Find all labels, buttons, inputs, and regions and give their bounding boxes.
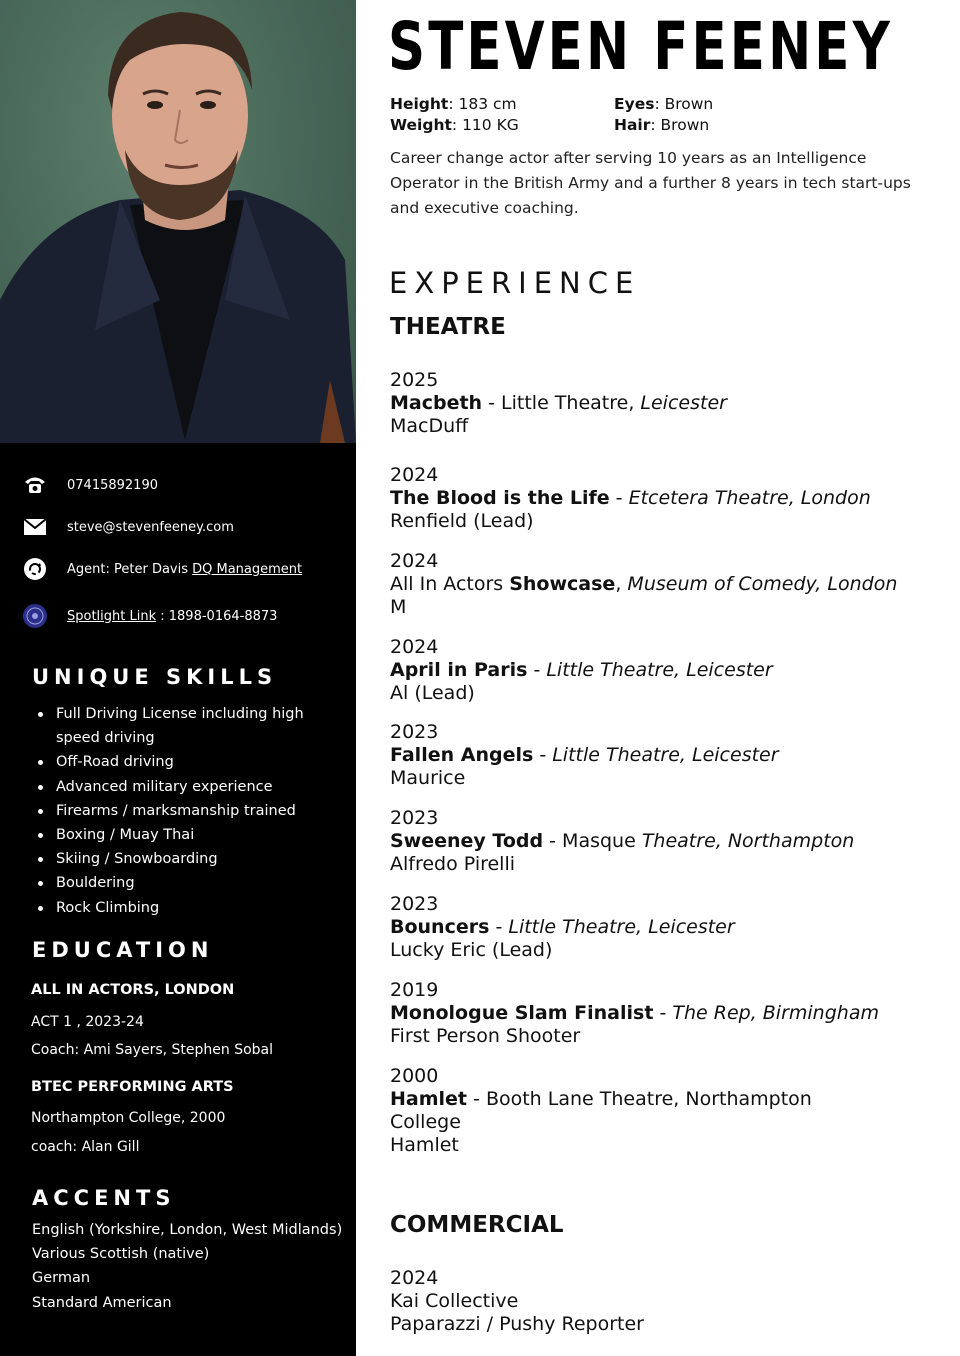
- credit-year: 2024: [390, 636, 439, 658]
- list-item: Full Driving License including high speed driving: [38, 702, 348, 750]
- contact-email: [22, 514, 234, 540]
- stat-height: [390, 95, 517, 113]
- education-school-1: ALL IN ACTORS, LONDON: [31, 982, 235, 998]
- credit-production: All In Actors Showcase, Museum of Comedy, London: [390, 573, 898, 595]
- email-address[interactable]: steve@stevenfeeney.com: [67, 519, 234, 535]
- education-title: EDUCATION: [32, 938, 214, 962]
- stat-label: Hair: [614, 116, 651, 134]
- stat-value: : 110 KG: [451, 116, 519, 134]
- credit-entry: [390, 464, 935, 533]
- credit-production: Sweeney Todd - Masque Theatre, Northampton: [390, 830, 855, 852]
- accents-title: ACCENTS: [32, 1186, 176, 1210]
- phone-number: 07415892190: [67, 477, 158, 493]
- spotlight-link[interactable]: Spotlight Link: [67, 608, 157, 624]
- experience-title: EXPERIENCE: [389, 266, 641, 300]
- stat-hair: [614, 116, 709, 134]
- education-detail: coach: Alan Gill: [31, 1139, 140, 1155]
- contact-phone: [22, 472, 158, 498]
- stat-label: Height: [390, 95, 449, 113]
- credit-entry: [390, 721, 935, 790]
- stat-eyes: [614, 95, 713, 113]
- education-detail: Coach: Ami Sayers, Stephen Sobal: [31, 1042, 274, 1058]
- stat-label: Weight: [390, 116, 452, 134]
- credit-year: 2023: [390, 721, 439, 743]
- credit-year: 2024: [390, 464, 439, 486]
- list-item: Boxing / Muay Thai: [38, 823, 348, 847]
- stat-weight: [390, 116, 519, 134]
- credit-role: Hamlet: [390, 1134, 459, 1156]
- credit-year: 2023: [390, 807, 439, 829]
- credit-entry: [390, 979, 935, 1048]
- spotlight-logo-icon: [22, 603, 48, 629]
- credit-production: Kai Collective: [390, 1290, 519, 1312]
- education-detail: ACT 1 , 2023-24: [31, 1014, 144, 1030]
- list-item: Firearms / marksmanship trained: [38, 799, 348, 823]
- education-school-2: BTEC PERFORMING ARTS: [31, 1079, 234, 1095]
- education-detail: Northampton College, 2000: [31, 1110, 226, 1126]
- credit-year: 2024: [390, 550, 439, 572]
- credit-role: Renfield (Lead): [390, 510, 534, 532]
- theatre-title: THEATRE: [390, 314, 506, 340]
- bio-paragraph: Career change actor after serving 10 years as an Intelligence Operator in the British Army and a further 8 years in tech start-ups and executive coaching.: [390, 149, 911, 217]
- credit-role: First Person Shooter: [390, 1025, 581, 1047]
- stat-value: : Brown: [650, 116, 710, 134]
- credit-entry: [390, 369, 935, 438]
- credit-production: The Blood is the Life - Etcetera Theatre, London: [390, 487, 871, 509]
- credit-role: M: [390, 596, 407, 618]
- credit-production: Monologue Slam Finalist - The Rep, Birmingham: [390, 1002, 879, 1024]
- credit-entry: [390, 893, 935, 962]
- credit-role: Paparazzi / Pushy Reporter: [390, 1313, 644, 1335]
- list-item: Standard American: [32, 1294, 172, 1311]
- accents-list: [32, 1218, 342, 1315]
- skills-list: [38, 702, 348, 920]
- credit-production: Hamlet - Booth Lane Theatre, Northampton College: [390, 1088, 812, 1133]
- credit-role: Lucky Eric (Lead): [390, 939, 553, 961]
- spotlight-number: : 1898-0164-8873: [156, 608, 278, 624]
- commercial-entry: [390, 1267, 935, 1336]
- stat-label: Eyes: [614, 95, 655, 113]
- credit-year: 2019: [390, 979, 439, 1001]
- credit-entry: [390, 550, 935, 619]
- list-item: English (Yorkshire, London, West Midlands): [32, 1222, 343, 1238]
- envelope-icon: [22, 514, 48, 540]
- credit-role: Alfredo Pirelli: [390, 853, 516, 875]
- stat-value: : 183 cm: [448, 95, 517, 113]
- credit-entry: [390, 636, 935, 705]
- skills-title: UNIQUE SKILLS: [32, 665, 278, 689]
- stat-value: : Brown: [654, 95, 714, 113]
- telephone-icon: [22, 472, 48, 498]
- credit-year: 2025: [390, 369, 439, 391]
- list-item: Bouldering: [38, 871, 348, 895]
- agent-link[interactable]: DQ Management: [192, 561, 303, 577]
- agent-icon: [22, 556, 48, 582]
- contact-spotlight: [22, 603, 277, 629]
- credit-year: 2000: [390, 1065, 439, 1087]
- commercial-title: COMMERCIAL: [390, 1212, 564, 1238]
- headshot-illustration: [0, 0, 356, 443]
- credit-production: Bouncers - Little Theatre, Leicester: [390, 916, 735, 938]
- contact-agent: [22, 556, 302, 582]
- credit-entry: [390, 1065, 840, 1157]
- list-item: German: [32, 1270, 91, 1287]
- list-item: Rock Climbing: [38, 896, 348, 920]
- list-item: Various Scottish (native): [32, 1246, 210, 1263]
- credit-production: Macbeth - Little Theatre, Leicester: [390, 392, 727, 414]
- headshot-photo: [0, 0, 356, 443]
- credit-year: 2024: [390, 1267, 439, 1289]
- sidebar: [0, 0, 356, 1356]
- credit-role: MacDuff: [390, 415, 469, 437]
- list-item: Advanced military experience: [38, 775, 348, 799]
- credit-production: Fallen Angels - Little Theatre, Leicester: [390, 744, 779, 766]
- list-item: Skiing / Snowboarding: [38, 847, 348, 871]
- list-item: Off-Road driving: [38, 750, 348, 774]
- credit-role: Maurice: [390, 767, 466, 789]
- credit-production: April in Paris - Little Theatre, Leicester: [390, 659, 773, 681]
- credit-entry: [390, 807, 935, 876]
- credit-year: 2023: [390, 893, 439, 915]
- page-title: STEVEN FEENEY: [388, 8, 893, 85]
- credit-role: Al (Lead): [390, 682, 475, 704]
- agent-text: Agent: Peter Davis: [67, 561, 193, 577]
